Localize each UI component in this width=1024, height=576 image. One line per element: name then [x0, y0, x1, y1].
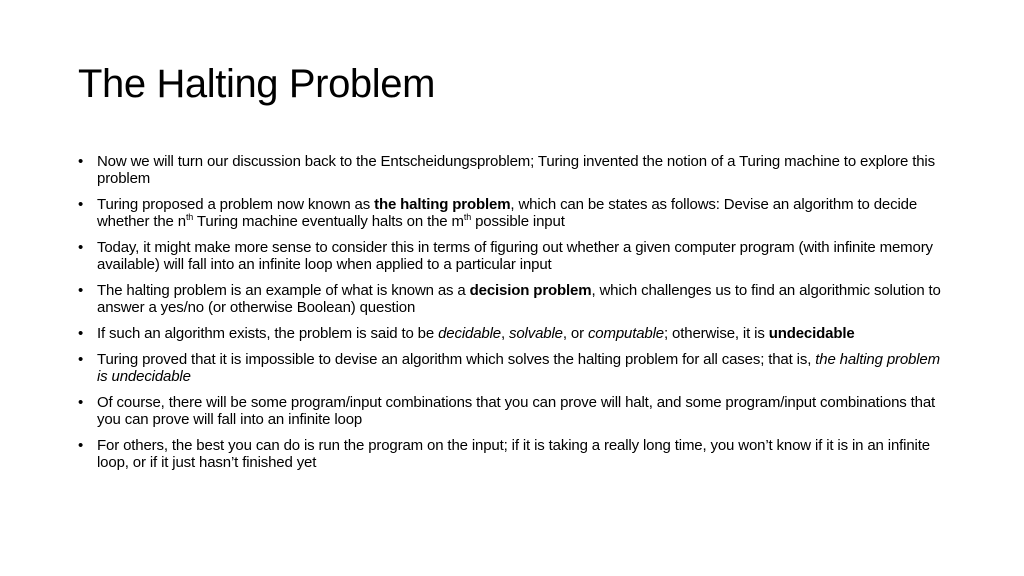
bullet-item [78, 437, 948, 471]
superscript: th [463, 212, 472, 222]
bullet-item [78, 196, 948, 230]
bullet-text: If such an algorithm exists, the problem is said to be [97, 325, 439, 342]
italic-term: computable [587, 325, 665, 342]
bullet-item [78, 325, 948, 342]
italic-term: the halting problem is undecidable [97, 351, 940, 385]
slide-title: The Halting Problem [78, 62, 436, 106]
bold-term: the halting problem [374, 196, 511, 213]
bullet-item [78, 351, 948, 385]
bold-term: undecidable [768, 325, 855, 342]
bullet-text: ; otherwise, it is [664, 325, 769, 342]
bullet-item [78, 153, 948, 187]
bullet-item [78, 282, 948, 316]
superscript: th [185, 212, 194, 222]
bold-term: decision problem [469, 282, 592, 299]
bullet-text: Turing proposed a problem now known as [97, 196, 375, 213]
bullet-text: , which challenges us to find an algorithmic solution to answer a yes/no (or otherwise Boolean) question [97, 282, 941, 316]
bullet-text: Turing proved that it is impossible to devise an algorithm which solves the halting problem for all cases; that is, [97, 351, 816, 368]
bullet-item [78, 239, 948, 273]
bullet-text: Today, it might make more sense to consider this in terms of figuring out whether a given computer program (with infinite memory available) will fall into an infinite loop when applied to a particular input [97, 239, 933, 273]
bullet-text: The halting problem is an example of what is known as a [97, 282, 470, 299]
bullet-text: , which can be states as follows: Devise an algorithm to decide whether the n [97, 196, 918, 230]
bullet-text: Turing machine eventually halts on the m [193, 213, 464, 230]
bullet-text: Of course, there will be some program/input combinations that you can prove will halt, and some program/input combinations that you can prove will fall into an infinite loop [97, 394, 936, 428]
bullet-item [78, 394, 948, 428]
bullet-text: , [500, 325, 510, 342]
bullet-text: Now we will turn our discussion back to the Entscheidungsproblem; Turing invented the notion of a Turing machine to explore this problem [97, 153, 935, 187]
italic-term: decidable [438, 325, 501, 342]
italic-term: solvable [509, 325, 563, 342]
bullet-list [78, 153, 948, 480]
bullet-text: For others, the best you can do is run the program on the input; if it is taking a really long time, you won’t know if it is in an infinite loop, or if it just hasn’t finished yet [97, 437, 930, 471]
bullet-text: possible input [471, 213, 565, 230]
bullet-text: , or [562, 325, 588, 342]
